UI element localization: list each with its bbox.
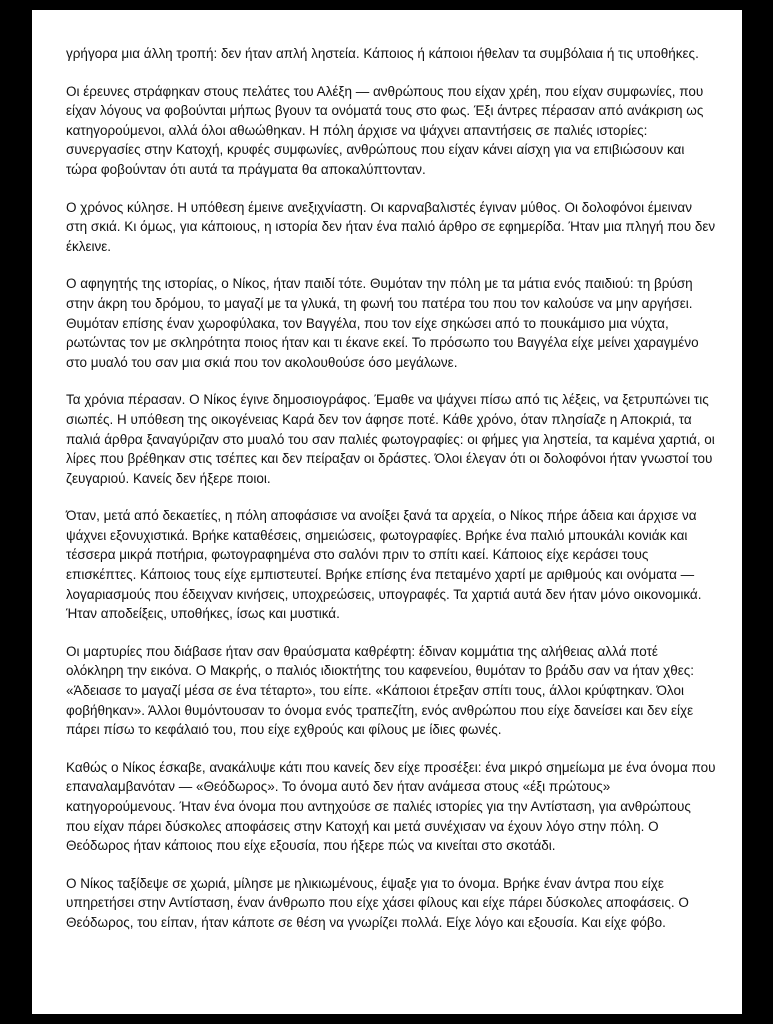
paragraph-8: Καθώς ο Νίκος έσκαβε, ανακάλυψε κάτι που κανείς δεν είχε προσέξει: ένα μικρό σημείωμα με ένα όνομα που επαναλαμβανόταν — «Θεόδωρος». Το όνομα αυτό δεν ήταν ανάμεσα στους «έξι πρώτους» κατηγορούμενους. Ήταν ένα όνομα που αντηχούσε σε παλιές ιστορίες για την Αντίσταση, για ανθρώπους που είχαν πάρει δύσκολες αποφάσεις στην Κατοχή και μετά συνέχισαν να έχουν λόγο στην πόλη. Ο Θεόδωρος ήταν κάποιος που είχε εξουσία, που ήξερε πώς να κινείται στο σκοτάδι. xyxy=(66,759,716,854)
paragraph-2: Οι έρευνες στράφηκαν στους πελάτες του Αλέξη — ανθρώπους που είχαν χρέη, που είχαν συμφωνίες, που είχαν λόγους να φοβούνται μήπως βγουν τα ονόματά τους στο φως. Έξι άντρες πέρασαν από ανάκριση ως κατηγορούμενοι, αλλά όλοι αθωώθηκαν. Η πόλη άρχισε να ψάχνει απαντήσεις σε παλιές ιστορίες: συνεργασίες στην Κατοχή, κρυφές συμφωνίες, ανθρώπους που είχαν κάνει αίσχη για να επιβιώσουν και τώρα φοβούνταν ότι αυτά τα πράγματα θα αποκαλύπτονταν. xyxy=(66,83,704,177)
document-page xyxy=(32,10,742,1014)
paragraph-3: Ο χρόνος κύλησε. Η υπόθεση έμεινε ανεξιχνίαστη. Οι καρναβαλιστές έγιναν μύθος. Οι δολοφόνοι έμειναν στη σκιά. Κι όμως, για κάποιους, η ιστορία δεν ήταν ένα παλιό άρθρο σε εφημερίδα. Ήταν μια πληγή που δεν έκλεινε. xyxy=(66,199,716,254)
paragraph-1: γρήγορα μια άλλη τροπή: δεν ήταν απλή ληστεία. Κάποιος ή κάποιοι ήθελαν τα συμβόλαια ή τις υποθήκες. xyxy=(66,46,699,61)
paragraph-7: Οι μαρτυρίες που διάβασε ήταν σαν θραύσματα καθρέφτη: έδιναν κομμάτια της αλήθειας αλλά ποτέ ολόκληρη την εικόνα. Ο Μακρής, ο παλιός ιδιοκτήτης του καφενείου, θυμόταν το βράδυ σαν να ήταν χθες: «Άδειασε το μαγαζί μέσα σε ένα τέταρτο», του είπε. «Κάποιοι έτρεξαν σπίτι τους, άλλοι κρύφτηκαν. Όλοι φοβήθηκαν». Άλλοι θυμόντουσαν το όνομα ενός τραπεζίτη, ενός ανθρώπου που είχε δανείσει και δεν είχε πάρει πίσω το κεφάλαιό του, που είχε εχθρούς και φίλους με ίδιες φωνές. xyxy=(66,643,695,738)
paragraph-4: Ο αφηγητής της ιστορίας, ο Νίκος, ήταν παιδί τότε. Θυμόταν την πόλη με τα μάτια ενός παιδιού: τη βρύση στην άκρη του δρόμου, το μαγαζί με τα γλυκά, τη φωνή του πατέρα του που τον καλούσε να μην αργήσει. Θυμόταν επίσης έναν χωροφύλακα, τον Βαγγέλα, που τον είχε σηκώσει από το πουκάμισο μια νύχτα, ρωτώντας τον με σκληρότητα ποιος ήταν και τι έκανε εκεί. Το πρόσωπο του Βαγγέλα είχε μείνει χαραγμένο στο μυαλό του σαν μια σκιά που τον ακολουθούσε όσο μεγάλωνε. xyxy=(66,276,699,370)
paragraph-5: Τα χρόνια πέρασαν. Ο Νίκος έγινε δημοσιογράφος. Έμαθε να ψάχνει πίσω από τις λέξεις, να ξετρυπώνει τις σιωπές. Η υπόθεση της οικογένειας Καρά δεν τον άφησε ποτέ. Κάθε χρόνο, όταν πλησίαζε η Αποκριά, τα παλιά άρθρα ξαναγύριζαν στο μυαλό του σαν παλιές φωτογραφίες: οι φήμες για ληστεία, τα καμένα χαρτιά, οι λίρες που βρέθηκαν στις τσέπες και δεν πείραξαν οι δράστες. Όλοι έλεγαν ότι οι δολοφόνοι ήταν γνωστοί του ζευγαριού. Κανείς δεν ήξερε ποιοι. xyxy=(66,392,715,486)
paragraph-9: Ο Νίκος ταξίδεψε σε χωριά, μίλησε με ηλικιωμένους, έψαξε για το όνομα. Βρήκε έναν άντρα που είχε υπηρετήσει στην Αντίσταση, έναν άνθρωπο που είχε χάσει φίλους και είχε πάρει δύσκολες αποφάσεις. Ο Θεόδωρος, του είπαν, ήταν κάποτε σε θέση να γνωρίζει πολλά. Είχε λόγο και εξουσία. Και είχε φόβο. xyxy=(66,875,689,930)
paragraph-6: Όταν, μετά από δεκαετίες, η πόλη αποφάσισε να ανοίξει ξανά τα αρχεία, ο Νίκος πήρε άδεια και άρχισε να ψάχνει εξονυχιστικά. Βρήκε καταθέσεις, σημειώσεις, φωτογραφίες. Βρήκε ένα παλιό μπουκάλι κονιάκ και τέσσερα μικρά ποτήρια, φωτογραφημένα στο σαλόνι πριν το σπίτι καεί. Κάποιος είχε κεράσει τους επισκέπτες. Κάποιος τους είχε εμπιστευτεί. Βρήκε επίσης ένα πεταμένο χαρτί με αριθμούς και ονόματα — λογαριασμούς που έδειχναν κινήσεις, υποχρεώσεις, υπογραφές. Τα χαρτιά αυτά δεν ήταν μόνο οικονομικά. Ήταν αποδείξεις, υποθήκες, ίσως και μυστικά. xyxy=(66,508,702,622)
